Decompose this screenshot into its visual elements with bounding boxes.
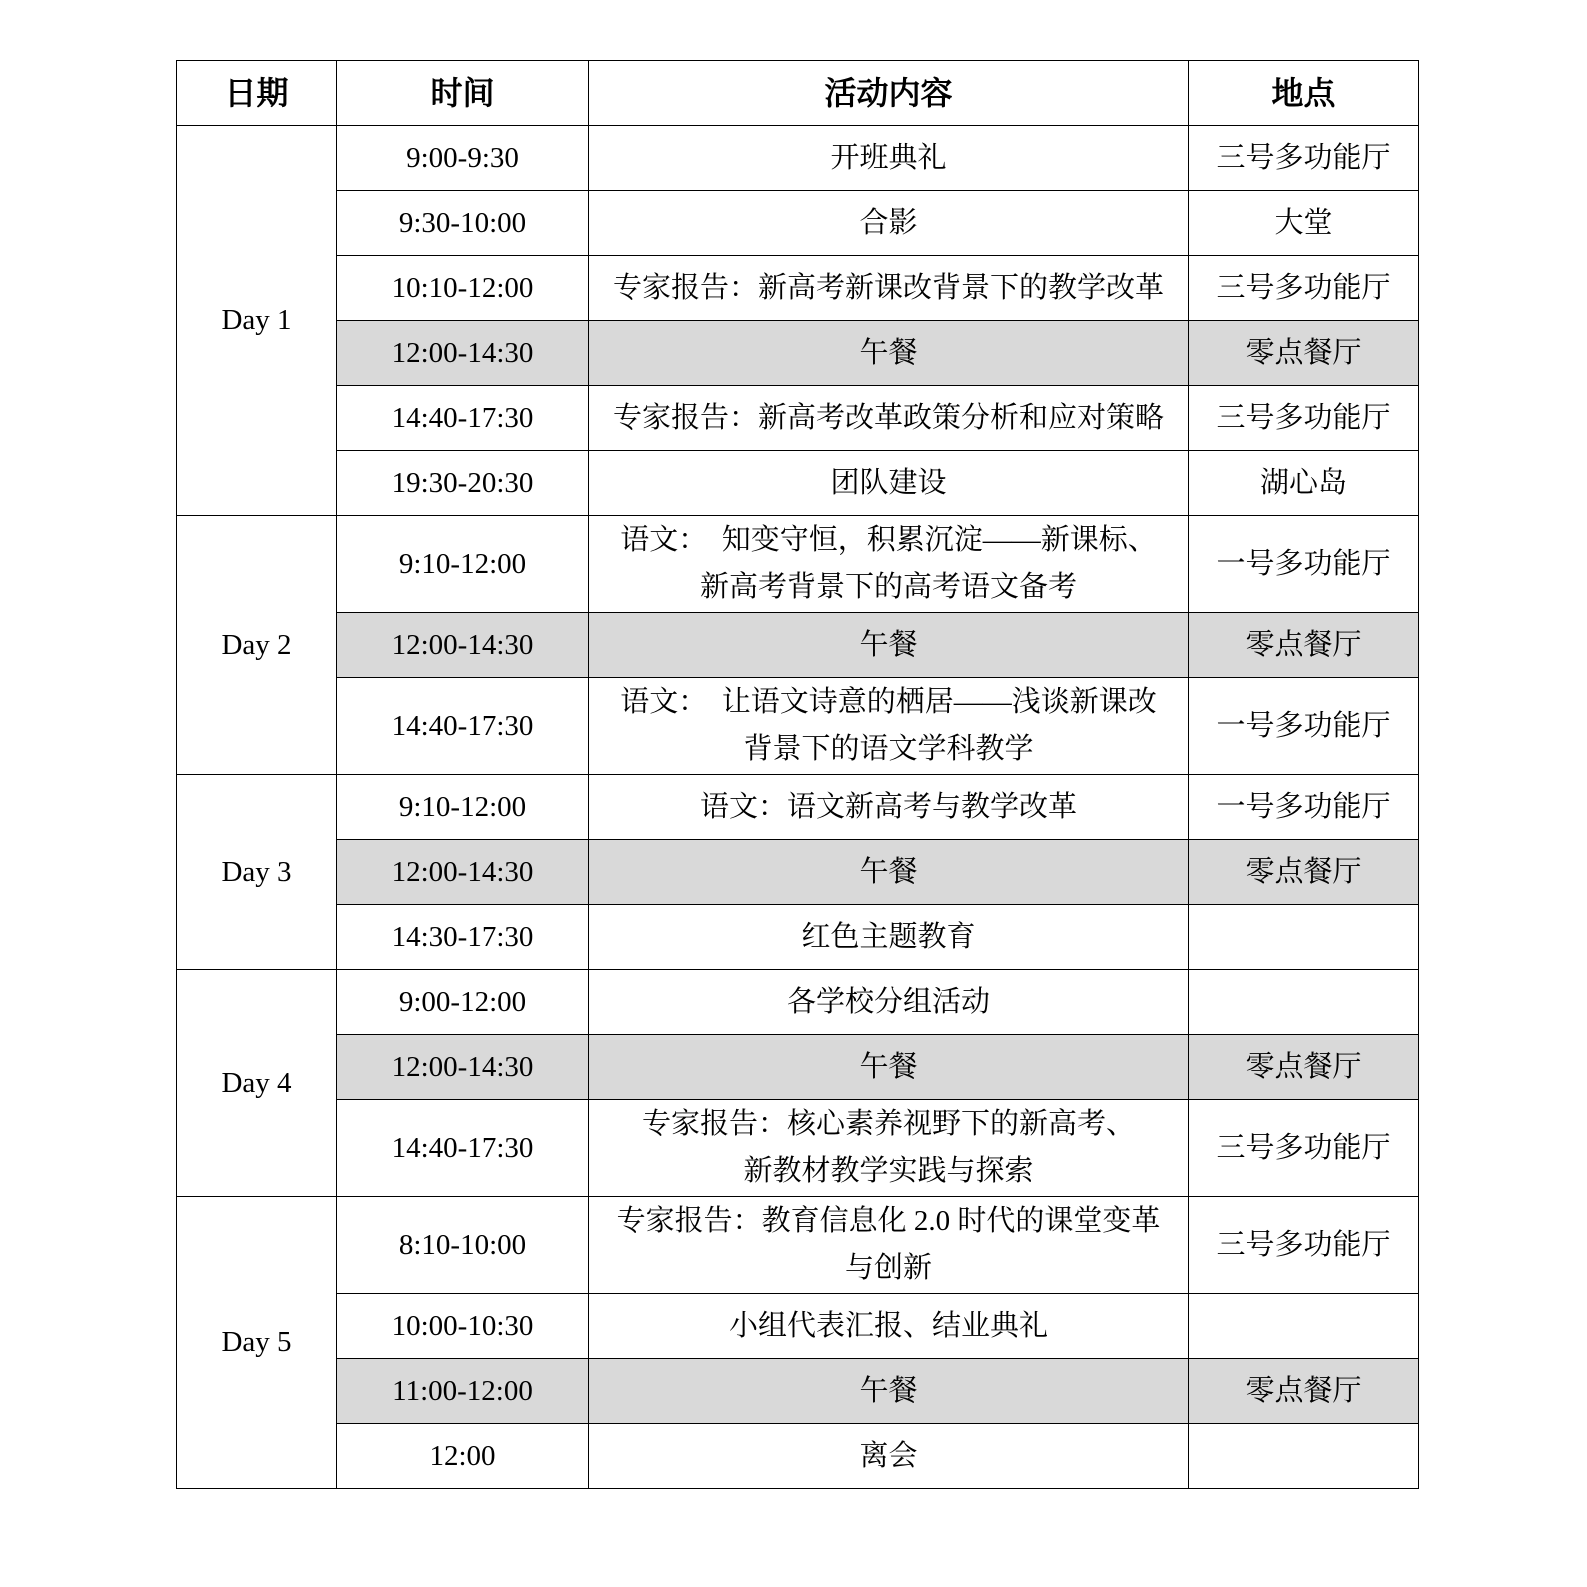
venue-cell: 一号多功能厅 [1189, 516, 1419, 613]
activity-cell: 语文： 让语文诗意的栖居——浅谈新课改 背景下的语文学科教学 [589, 678, 1189, 775]
venue-cell: 零点餐厅 [1189, 1035, 1419, 1100]
activity-cell: 专家报告：核心素养视野下的新高考、 新教材教学实践与探索 [589, 1100, 1189, 1197]
activity-cell: 语文： 知变守恒，积累沉淀——新课标、 新高考背景下的高考语文备考 [589, 516, 1189, 613]
table-body [177, 126, 1419, 1489]
activity-cell: 专家报告：新高考新课改背景下的教学改革 [589, 256, 1189, 321]
activity-cell: 各学校分组活动 [589, 970, 1189, 1035]
time-cell: 14:40-17:30 [337, 1100, 589, 1197]
venue-cell: 零点餐厅 [1189, 321, 1419, 386]
table-row [177, 451, 1419, 516]
table-row [177, 905, 1419, 970]
activity-cell: 午餐 [589, 840, 1189, 905]
header-time: 时间 [337, 61, 589, 126]
time-cell: 8:10-10:00 [337, 1197, 589, 1294]
venue-cell: 三号多功能厅 [1189, 1100, 1419, 1197]
header-row [177, 61, 1419, 126]
activity-cell: 红色主题教育 [589, 905, 1189, 970]
activity-cell: 语文：语文新高考与教学改革 [589, 775, 1189, 840]
venue-cell: 一号多功能厅 [1189, 678, 1419, 775]
table-row [177, 126, 1419, 191]
table-row [177, 321, 1419, 386]
time-cell: 9:00-9:30 [337, 126, 589, 191]
day-label: Day 1 [177, 126, 337, 516]
table-row [177, 678, 1419, 775]
time-cell: 14:40-17:30 [337, 386, 589, 451]
venue-cell: 零点餐厅 [1189, 1359, 1419, 1424]
venue-cell: 三号多功能厅 [1189, 386, 1419, 451]
table-row [177, 970, 1419, 1035]
table-row [177, 256, 1419, 321]
venue-cell [1189, 1424, 1419, 1489]
table-row [177, 1424, 1419, 1489]
time-cell: 12:00 [337, 1424, 589, 1489]
table-row [177, 1359, 1419, 1424]
time-cell: 10:00-10:30 [337, 1294, 589, 1359]
activity-cell: 离会 [589, 1424, 1189, 1489]
table-row [177, 840, 1419, 905]
table-row [177, 775, 1419, 840]
time-cell: 9:10-12:00 [337, 775, 589, 840]
header-venue: 地点 [1189, 61, 1419, 126]
time-cell: 12:00-14:30 [337, 613, 589, 678]
table-row [177, 613, 1419, 678]
schedule-table [176, 60, 1419, 1489]
activity-cell: 午餐 [589, 613, 1189, 678]
day-label: Day 5 [177, 1197, 337, 1489]
time-cell: 12:00-14:30 [337, 1035, 589, 1100]
table-row [177, 191, 1419, 256]
table-header [177, 61, 1419, 126]
activity-cell: 午餐 [589, 321, 1189, 386]
time-cell: 14:30-17:30 [337, 905, 589, 970]
venue-cell: 三号多功能厅 [1189, 1197, 1419, 1294]
time-cell: 11:00-12:00 [337, 1359, 589, 1424]
activity-cell: 小组代表汇报、结业典礼 [589, 1294, 1189, 1359]
venue-cell [1189, 1294, 1419, 1359]
time-cell: 12:00-14:30 [337, 840, 589, 905]
time-cell: 9:30-10:00 [337, 191, 589, 256]
header-activity: 活动内容 [589, 61, 1189, 126]
time-cell: 9:10-12:00 [337, 516, 589, 613]
venue-cell: 零点餐厅 [1189, 840, 1419, 905]
activity-cell: 合影 [589, 191, 1189, 256]
table-row [177, 1100, 1419, 1197]
day-label: Day 2 [177, 516, 337, 775]
table-row [177, 386, 1419, 451]
activity-cell: 团队建设 [589, 451, 1189, 516]
activity-cell: 开班典礼 [589, 126, 1189, 191]
day-label: Day 3 [177, 775, 337, 970]
activity-cell: 专家报告：新高考改革政策分析和应对策略 [589, 386, 1189, 451]
time-cell: 10:10-12:00 [337, 256, 589, 321]
venue-cell: 湖心岛 [1189, 451, 1419, 516]
time-cell: 19:30-20:30 [337, 451, 589, 516]
time-cell: 14:40-17:30 [337, 678, 589, 775]
venue-cell: 三号多功能厅 [1189, 256, 1419, 321]
venue-cell: 零点餐厅 [1189, 613, 1419, 678]
activity-cell: 专家报告：教育信息化 2.0 时代的课堂变革 与创新 [589, 1197, 1189, 1294]
table-row [177, 516, 1419, 613]
venue-cell [1189, 970, 1419, 1035]
table-row [177, 1294, 1419, 1359]
time-cell: 9:00-12:00 [337, 970, 589, 1035]
table-row [177, 1197, 1419, 1294]
table-row [177, 1035, 1419, 1100]
day-label: Day 4 [177, 970, 337, 1197]
venue-cell: 三号多功能厅 [1189, 126, 1419, 191]
activity-cell: 午餐 [589, 1359, 1189, 1424]
activity-cell: 午餐 [589, 1035, 1189, 1100]
venue-cell [1189, 905, 1419, 970]
venue-cell: 大堂 [1189, 191, 1419, 256]
venue-cell: 一号多功能厅 [1189, 775, 1419, 840]
time-cell: 12:00-14:30 [337, 321, 589, 386]
header-date: 日期 [177, 61, 337, 126]
